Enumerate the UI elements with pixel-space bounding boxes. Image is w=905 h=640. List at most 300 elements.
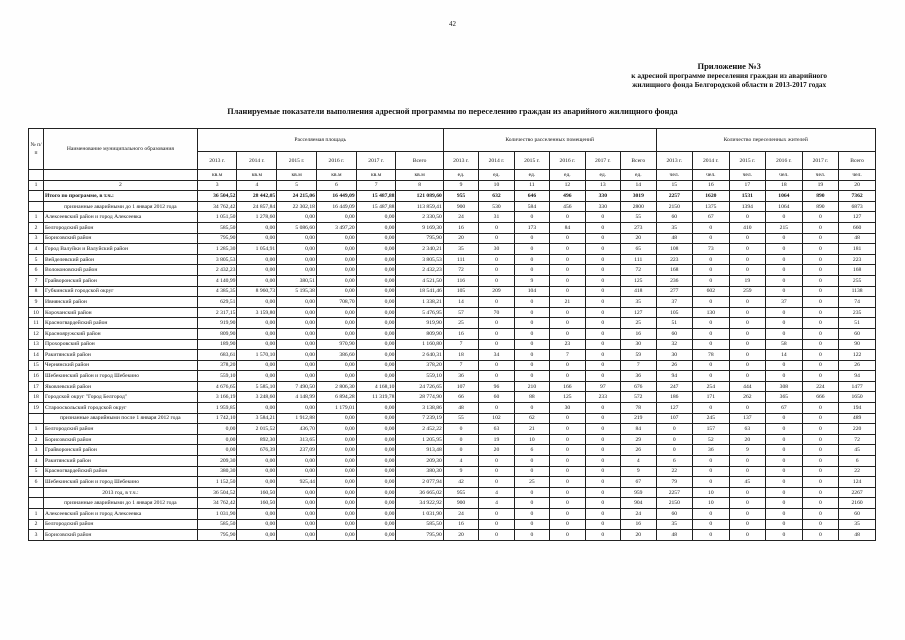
row-value: 0 — [514, 265, 549, 276]
table-row — [29, 381, 876, 392]
row-value: 0,00 — [316, 424, 356, 435]
row-value: 0 — [585, 413, 620, 424]
indicators-table — [28, 128, 876, 541]
row-name: Корочанский район — [44, 307, 198, 318]
row-value: 365 — [766, 392, 803, 403]
row-value: 7362 — [839, 191, 876, 202]
row-value: 0 — [693, 477, 730, 488]
row-value: 0 — [766, 519, 803, 530]
row-value: 2150 — [656, 498, 693, 509]
row-value: 28 442,05 — [237, 191, 277, 202]
row-value: 35 — [656, 222, 693, 233]
row-value: 16 449,09 — [316, 201, 356, 212]
row-value: 0 — [802, 286, 839, 297]
row-value: 6 — [839, 456, 876, 467]
table-row — [29, 244, 876, 255]
column-number: 15 — [656, 180, 693, 191]
row-value: 2 452,22 — [396, 424, 443, 435]
row-value: 210 — [514, 381, 549, 392]
unit-cell-empty — [44, 170, 198, 181]
row-value: 6873 — [839, 201, 876, 212]
row-value: 1 160,80 — [396, 339, 443, 350]
row-value: 0 — [766, 498, 803, 509]
row-value: 2 640,31 — [396, 350, 443, 361]
row-value: 2 317,15 — [197, 307, 237, 318]
row-value: 67 — [693, 212, 730, 223]
row-value: 0 — [585, 456, 620, 467]
row-value: 0 — [766, 466, 803, 477]
row-value: 456 — [550, 201, 585, 212]
header-year: 2014 г. — [479, 152, 514, 170]
row-value: 0 — [802, 318, 839, 329]
row-value: 0 — [550, 360, 585, 371]
row-value: 102 — [479, 413, 514, 424]
row-value: 0 — [585, 254, 620, 265]
row-value: 0,00 — [316, 445, 356, 456]
row-value: 1064 — [766, 191, 803, 202]
table-row — [29, 328, 876, 339]
row-value: 0 — [766, 434, 803, 445]
row-value: 31 — [479, 212, 514, 223]
row-value: 0 — [729, 487, 766, 498]
row-value: 247 — [656, 381, 693, 392]
row-value: 107 — [443, 381, 478, 392]
row-number: 17 — [29, 381, 44, 392]
row-value: 29 — [621, 434, 656, 445]
row-value: 2160 — [839, 498, 876, 509]
row-value: 35 — [839, 519, 876, 530]
row-value: 0 — [514, 498, 549, 509]
row-name: Губкинский городской округ — [44, 286, 198, 297]
row-value: 0,00 — [356, 222, 396, 233]
row-value: 0,00 — [277, 328, 317, 339]
row-value: 0 — [514, 233, 549, 244]
row-value: 0 — [550, 424, 585, 435]
row-value: 0,00 — [277, 403, 317, 414]
row-value: 127 — [656, 403, 693, 414]
row-value: 0 — [766, 487, 803, 498]
row-value: 0,00 — [356, 275, 396, 286]
row-value: 0 — [514, 339, 549, 350]
row-value: 0 — [802, 360, 839, 371]
row-value: 3 138,86 — [396, 403, 443, 414]
row-value: 5 086,60 — [277, 222, 317, 233]
row-value: 0 — [585, 350, 620, 361]
row-value: 0 — [802, 371, 839, 382]
row-value: 137 — [729, 413, 766, 424]
row-value: 0 — [585, 434, 620, 445]
row-value: 572 — [621, 392, 656, 403]
row-value: 36 665,02 — [396, 487, 443, 498]
row-value: 0,00 — [356, 371, 396, 382]
row-value: 24 726,65 — [396, 381, 443, 392]
row-value: 0,00 — [237, 265, 277, 276]
row-value: 157 — [693, 424, 730, 435]
row-value: 418 — [621, 286, 656, 297]
row-number: 3 — [29, 530, 44, 541]
row-number: 1 — [29, 509, 44, 520]
row-value: 0 — [693, 328, 730, 339]
table-row — [29, 466, 876, 477]
row-name: Шебекинский район и город Шебекино — [44, 477, 198, 488]
row-value: 0 — [802, 212, 839, 223]
row-value: 919,90 — [197, 318, 237, 329]
row-value: 0 — [479, 328, 514, 339]
row-name: 2013 год, в т.ч.: — [44, 487, 198, 498]
row-value: 28 774,90 — [396, 392, 443, 403]
row-value: 0 — [766, 275, 803, 286]
header-year: 2014 г. — [237, 152, 277, 170]
row-value: 0,00 — [277, 318, 317, 329]
row-value: 72 — [621, 265, 656, 276]
row-value: 0 — [802, 328, 839, 339]
row-value: 0,00 — [277, 498, 317, 509]
column-number: 13 — [585, 180, 620, 191]
row-value: 1531 — [729, 191, 766, 202]
row-value: 0 — [514, 244, 549, 255]
row-value: 0 — [514, 360, 549, 371]
row-value: 0,00 — [316, 530, 356, 541]
row-value: 0,00 — [237, 477, 277, 488]
row-value: 9 169,30 — [396, 222, 443, 233]
header-year: 2017 г. — [802, 152, 839, 170]
row-value: 0,00 — [356, 434, 396, 445]
row-name: Краснояружский район — [44, 328, 198, 339]
row-value: 130 — [693, 307, 730, 318]
row-value: 0 — [766, 477, 803, 488]
row-value: 0 — [514, 350, 549, 361]
row-number — [29, 498, 44, 509]
row-value: 25 — [514, 477, 549, 488]
row-value: 21 — [514, 424, 549, 435]
row-value: 105 — [443, 286, 478, 297]
row-value: 26 — [621, 445, 656, 456]
row-value: 219 — [621, 413, 656, 424]
row-value: 108 — [656, 244, 693, 255]
row-value: 0 — [766, 318, 803, 329]
row-value: 4 — [479, 487, 514, 498]
header-year: 2016 г. — [316, 152, 356, 170]
row-value: 63 — [479, 424, 514, 435]
row-value: 60 — [656, 328, 693, 339]
row-value: 330 — [585, 191, 620, 202]
row-value: 0,00 — [316, 328, 356, 339]
row-value: 7 — [443, 360, 478, 371]
row-value: 0 — [693, 456, 730, 467]
row-value: 1 742,10 — [197, 413, 237, 424]
row-value: 209,30 — [396, 456, 443, 467]
row-value: 0,00 — [277, 360, 317, 371]
row-value: 9 — [443, 466, 478, 477]
row-value: 0 — [514, 254, 549, 265]
row-value: 380,30 — [396, 466, 443, 477]
row-value: 1394 — [729, 201, 766, 212]
row-value: 20 — [443, 530, 478, 541]
row-number: 5 — [29, 254, 44, 265]
row-value: 0,00 — [356, 498, 396, 509]
unit-cell: кв.м — [356, 170, 396, 181]
table-row — [29, 392, 876, 403]
row-value: 955 — [443, 487, 478, 498]
row-value: 1477 — [839, 381, 876, 392]
row-value: 0 — [550, 456, 585, 467]
row-value: 0,00 — [316, 360, 356, 371]
row-value: 0 — [802, 434, 839, 445]
row-value: 330 — [585, 201, 620, 212]
row-value: 0,00 — [197, 445, 237, 456]
row-value: 0,00 — [316, 254, 356, 265]
row-value: 14 — [766, 350, 803, 361]
row-value: 121 089,60 — [396, 191, 443, 202]
row-value: 809,90 — [396, 328, 443, 339]
row-value: 0,00 — [356, 487, 396, 498]
row-value: 1 912,88 — [277, 413, 317, 424]
row-value: 236 — [656, 275, 693, 286]
table-row — [29, 519, 876, 530]
row-value: 0 — [550, 318, 585, 329]
row-value: 2 330,50 — [396, 212, 443, 223]
row-number: 2 — [29, 434, 44, 445]
table-row — [29, 530, 876, 541]
row-value: 124 — [839, 477, 876, 488]
unit-cell-empty — [29, 170, 44, 181]
row-value: 78 — [693, 350, 730, 361]
row-value: 795,90 — [396, 233, 443, 244]
row-value: 66 — [443, 392, 478, 403]
row-value: 51 — [656, 318, 693, 329]
row-value: 0 — [479, 318, 514, 329]
row-value: 0 — [802, 498, 839, 509]
row-value: 0 — [766, 445, 803, 456]
row-value: 0 — [585, 403, 620, 414]
row-number: 1 — [29, 212, 44, 223]
table-row — [29, 498, 876, 509]
row-value: 1 152,50 — [197, 477, 237, 488]
row-value: 0,00 — [316, 466, 356, 477]
row-value: 0 — [656, 434, 693, 445]
row-number: 9 — [29, 297, 44, 308]
row-value: 16 — [621, 519, 656, 530]
row-value: 90 — [839, 339, 876, 350]
row-value: 795,90 — [197, 233, 237, 244]
row-value: 1 179,01 — [316, 403, 356, 414]
header-group-flats: Количество расселенных помещений — [443, 129, 656, 152]
row-value: 0 — [656, 424, 693, 435]
row-value: 632 — [479, 191, 514, 202]
row-value: 0 — [766, 307, 803, 318]
row-value: 34 922,92 — [396, 498, 443, 509]
row-value: 1 278,60 — [237, 212, 277, 223]
row-value: 0,00 — [237, 456, 277, 467]
row-value: 0,00 — [277, 530, 317, 541]
header-year: 2017 г. — [585, 152, 620, 170]
table-row — [29, 286, 876, 297]
row-value: 970,90 — [316, 339, 356, 350]
table-row — [29, 456, 876, 467]
row-value: 73 — [693, 244, 730, 255]
row-value: 0,00 — [316, 456, 356, 467]
unit-cell: чел. — [766, 170, 803, 181]
row-value: 0 — [479, 222, 514, 233]
row-value: 1064 — [766, 201, 803, 212]
row-value: 0 — [729, 318, 766, 329]
row-value: 209 — [479, 286, 514, 297]
unit-cell: кв.м — [277, 170, 317, 181]
row-value: 913,48 — [396, 445, 443, 456]
row-value: 63 — [729, 424, 766, 435]
header-year: 2013 г. — [197, 152, 237, 170]
row-value: 84 — [550, 222, 585, 233]
row-number: 15 — [29, 360, 44, 371]
row-value: 0 — [766, 328, 803, 339]
row-value: 0 — [693, 297, 730, 308]
row-value: 259 — [729, 286, 766, 297]
row-value: 127 — [621, 307, 656, 318]
row-name: Ивнянский район — [44, 297, 198, 308]
row-value: 74 — [839, 297, 876, 308]
row-value: 0,00 — [277, 307, 317, 318]
row-value: 0 — [766, 360, 803, 371]
unit-cell: ед. — [550, 170, 585, 181]
header-total: Всего — [621, 152, 656, 170]
row-name: Алексеевский район и город Алексеевка — [44, 509, 198, 520]
row-value: 0,00 — [356, 477, 396, 488]
row-value: 0,00 — [277, 487, 317, 498]
row-value: 0 — [550, 413, 585, 424]
row-name: Прохоровский район — [44, 339, 198, 350]
row-value: 0,00 — [356, 244, 396, 255]
column-number: 2 — [44, 180, 198, 191]
row-value: 52 — [693, 434, 730, 445]
row-value: 0 — [729, 360, 766, 371]
row-value: 0 — [479, 360, 514, 371]
row-value: 1375 — [693, 201, 730, 212]
table-row — [29, 413, 876, 424]
row-value: 0 — [693, 254, 730, 265]
row-value: 0 — [693, 466, 730, 477]
row-value: 4 521,50 — [396, 275, 443, 286]
row-value: 223 — [839, 254, 876, 265]
row-value: 35 — [443, 244, 478, 255]
row-value: 3 805,53 — [396, 254, 443, 265]
row-value: 223 — [656, 254, 693, 265]
row-value: 0 — [693, 339, 730, 350]
row-name: Чернянский район — [44, 360, 198, 371]
row-value: 0 — [585, 519, 620, 530]
row-value: 4 — [621, 456, 656, 467]
row-value: 0 — [729, 466, 766, 477]
row-value: 0,00 — [316, 286, 356, 297]
row-value: 94 — [656, 371, 693, 382]
row-value: 16 — [621, 328, 656, 339]
row-value: 0 — [550, 509, 585, 520]
row-value: 308 — [766, 381, 803, 392]
row-number: 16 — [29, 371, 44, 382]
table-row — [29, 403, 876, 414]
table-row — [29, 307, 876, 318]
row-value: 0,00 — [316, 212, 356, 223]
row-value: 48 — [839, 530, 876, 541]
row-value: 0 — [585, 275, 620, 286]
row-value: 0,00 — [356, 509, 396, 520]
row-value: 4 — [479, 498, 514, 509]
row-value: 378,20 — [396, 360, 443, 371]
row-value: 22 — [656, 466, 693, 477]
row-number: 12 — [29, 328, 44, 339]
row-number — [29, 201, 44, 212]
row-value: 181 — [839, 244, 876, 255]
row-value: 0 — [514, 297, 549, 308]
row-value: 0 — [693, 371, 730, 382]
row-value: 0 — [766, 286, 803, 297]
row-value: 646 — [514, 191, 549, 202]
row-value: 0 — [550, 307, 585, 318]
row-value: 809,90 — [197, 328, 237, 339]
row-value: 0 — [550, 328, 585, 339]
row-value: 0,00 — [237, 222, 277, 233]
row-value: 0 — [585, 445, 620, 456]
row-value: 0 — [693, 233, 730, 244]
row-value: 0 — [729, 233, 766, 244]
row-value: 0 — [585, 212, 620, 223]
row-name: Грайворонский район — [44, 275, 198, 286]
header-name: Наименование муниципального образования — [44, 129, 198, 170]
row-value: 78 — [621, 403, 656, 414]
row-value: 2800 — [621, 201, 656, 212]
table-row — [29, 424, 876, 435]
row-value: 0,00 — [316, 318, 356, 329]
row-value: 0 — [802, 339, 839, 350]
row-number: 18 — [29, 392, 44, 403]
row-value: 0,00 — [197, 434, 237, 445]
table-row — [29, 339, 876, 350]
row-value: 3 159,80 — [237, 307, 277, 318]
row-value: 18 541,46 — [396, 286, 443, 297]
row-value: 67 — [621, 477, 656, 488]
row-value: 0 — [514, 519, 549, 530]
row-value: 0 — [550, 286, 585, 297]
row-value: 22 302,18 — [277, 201, 317, 212]
row-value: 30 — [621, 339, 656, 350]
row-value: 4 — [443, 456, 478, 467]
row-value: 4 676,65 — [197, 381, 237, 392]
row-value: 24 — [443, 212, 478, 223]
row-value: 36 — [621, 371, 656, 382]
row-value: 62 — [514, 413, 549, 424]
row-value: 72 — [839, 434, 876, 445]
row-value: 0,00 — [356, 254, 396, 265]
row-value: 168 — [656, 265, 693, 276]
row-value: 386,60 — [316, 350, 356, 361]
row-value: 37 — [656, 297, 693, 308]
row-value: 676,39 — [237, 445, 277, 456]
row-value: 795,90 — [396, 530, 443, 541]
table-row — [29, 254, 876, 265]
row-value: 60 — [839, 328, 876, 339]
row-value: 127 — [839, 212, 876, 223]
header-year: 2017 г. — [356, 152, 396, 170]
row-value: 0,00 — [277, 371, 317, 382]
row-value: 34 762,42 — [197, 201, 237, 212]
appendix-heading — [631, 62, 827, 89]
row-value: 0 — [514, 509, 549, 520]
row-value: 160,50 — [237, 498, 277, 509]
row-value: 602 — [693, 286, 730, 297]
row-value: 3 166,19 — [197, 392, 237, 403]
row-value: 0 — [802, 307, 839, 318]
row-value: 0 — [693, 265, 730, 276]
row-value: 0 — [729, 509, 766, 520]
